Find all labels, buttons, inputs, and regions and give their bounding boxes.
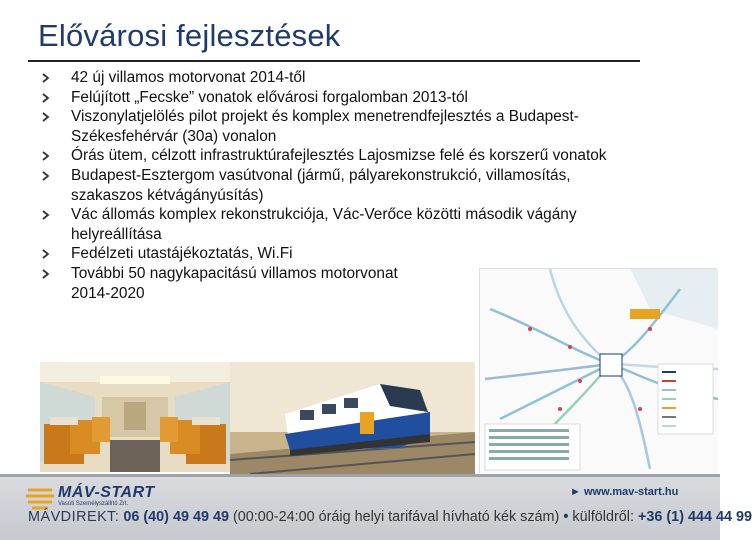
- arrow-right-icon: ►: [570, 486, 581, 498]
- bullet-text: További 50 nagykapacitású villamos motorvonat: [71, 264, 398, 282]
- bullet-text: Órás ütem, célzott infrastruktúrafejlesztés Lajosmizse felé és korszerű vonatok: [71, 147, 607, 165]
- bullet-item: [42, 68, 717, 88]
- bullet-text-continued: szakaszos kétvágányúsítás): [71, 186, 264, 204]
- title-divider: [28, 60, 640, 62]
- abroad-number: +36 (1) 444 44 99: [637, 509, 752, 525]
- chevron-right-icon: [42, 269, 50, 279]
- chevron-right-icon: [42, 210, 50, 220]
- hotline-number: 06 (40) 49 49 49: [123, 509, 229, 525]
- bullet-item: [42, 205, 717, 244]
- bullet-text: Viszonylatjelölés pilot projekt és komplex menetrendfejlesztés a Budapest-: [71, 108, 579, 126]
- chevron-right-icon: [42, 112, 50, 122]
- bullet-item: [42, 166, 717, 205]
- bullet-text: Vác állomás komplex rekonstrukciója, Vác-Verőce közötti második vágány: [71, 206, 577, 224]
- bullet-item: [42, 146, 717, 166]
- bullet-text: Budapest-Esztergom vasútvonal (jármű, pályarekonstrukció, villamosítás,: [71, 166, 571, 184]
- train-exterior-photo: [230, 362, 475, 474]
- bullet-text-continued: helyreállítása: [71, 225, 162, 243]
- bullet-item: [42, 88, 717, 108]
- slide-title: Elővárosi fejlesztések: [38, 18, 341, 53]
- footer-divider: [0, 474, 720, 477]
- chevron-right-icon: [42, 171, 50, 181]
- bullet-text: Fedélzeti utastájékoztatás, Wi.Fi: [71, 245, 293, 263]
- chevron-right-icon: [42, 249, 50, 259]
- separator-dot: •: [563, 509, 569, 525]
- bullet-text: 42 új villamos motorvonat 2014-től: [71, 69, 306, 86]
- suburban-network-map: [479, 268, 717, 473]
- abroad-label: külföldről:: [572, 509, 634, 525]
- logo-subtitle: Vasúti Személyszállító Zrt.: [58, 501, 129, 507]
- hotline-info: [28, 509, 752, 525]
- hotline-hours: (00:00-24:00 óráig helyi tarifával hívható kék szám): [232, 509, 560, 525]
- hotline-label: MÁVDIREKT:: [28, 509, 120, 525]
- logo-wordmark: MÁV-START: [58, 484, 155, 501]
- website-link[interactable]: www.mav-start.hu: [584, 486, 679, 498]
- chevron-right-icon: [42, 73, 50, 83]
- bullet-text-continued: 2014-2020: [71, 284, 145, 302]
- bullet-item: [42, 244, 717, 264]
- bullet-text: Felújított „Fecske” vonatok elővárosi forgalomban 2013-tól: [71, 88, 468, 106]
- train-interior-photo: [40, 362, 230, 472]
- chevron-right-icon: [42, 151, 50, 161]
- bullet-item: [42, 107, 717, 146]
- chevron-right-icon: [42, 93, 50, 103]
- bullet-text-continued: Székesfehérvár (30a) vonalon: [71, 127, 277, 145]
